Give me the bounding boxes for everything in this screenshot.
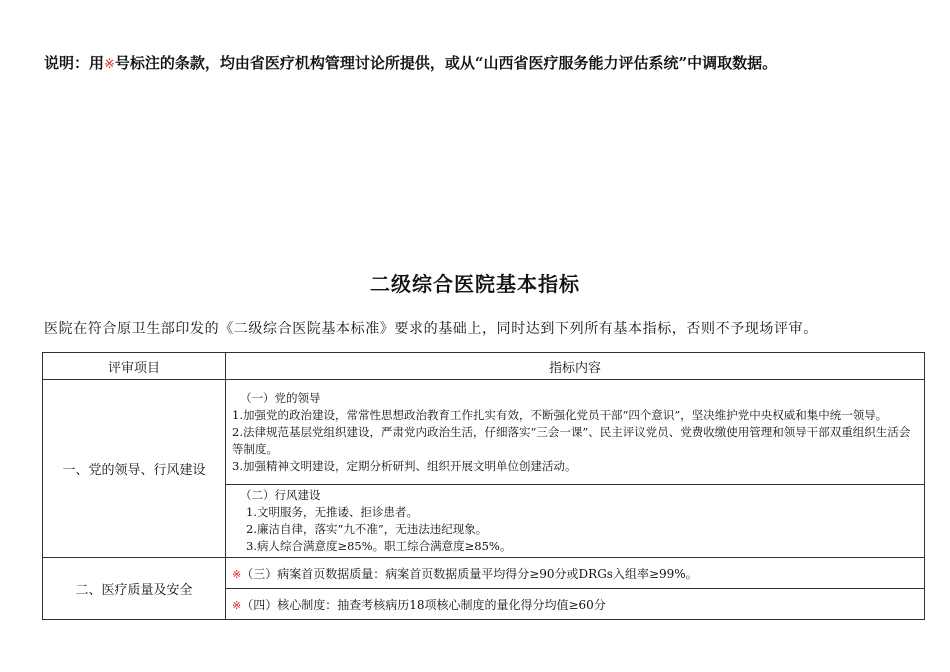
section-core-system — [226, 589, 925, 620]
asterisk-mark: ※ — [232, 567, 242, 581]
list-item: 1.文明服务，无推诿、拒诊患者。 — [246, 505, 418, 519]
asterisk-mark: ※ — [104, 57, 115, 72]
note-prefix: 说明：用 — [44, 54, 105, 72]
table-row — [43, 558, 925, 589]
section-conduct — [226, 485, 925, 558]
table-row — [43, 380, 925, 485]
list-item: 3.加强精神文明建设，定期分析研判、组织开展文明单位创建活动。 — [232, 458, 577, 473]
asterisk-mark: ※ — [232, 598, 242, 612]
section-heading: （一）党的领导 — [240, 390, 321, 405]
section-party-leadership — [226, 380, 925, 485]
indicator-table — [42, 352, 925, 620]
section-text: （三）病案首页数据质量：病案首页数据质量平均得分≥90分或DRGs入组率≥99%。 — [241, 566, 698, 581]
header-review-item: 评审项目 — [43, 353, 226, 380]
list-item: 2.法律规范基层党组织建设，严肃党内政治生活，仔细落实“三会一课”、民主评议党员、党费收缴使用管理和领导干部双重组织生活会等制度。 — [232, 424, 911, 456]
list-item: 2.廉洁自律，落实“九不准”，无违法违纪现象。 — [246, 522, 488, 536]
intro-paragraph: 医院在符合原卫生部印发的《二级综合医院基本标准》要求的基础上，同时达到下列所有基本指标，否则不予现场评审。 — [44, 321, 818, 337]
note-text: 号标注的条款，均由省医疗机构管理讨论所提供，或从“山西省医疗服务能力评估系统”中调取数据。 — [114, 54, 778, 72]
section-text: （四）核心制度：抽查考核病历18项核心制度的量化得分均值≥60分 — [241, 597, 606, 612]
section-heading: （二）行风建设 — [240, 488, 321, 502]
list-item: 3.病人综合满意度≥85%。职工综合满意度≥85%。 — [246, 539, 512, 553]
category-quality-safety: 二、医疗质量及安全 — [43, 558, 226, 620]
list-item: 1.加强党的政治建设，常常性思想政治教育工作扎实有效，不断强化党员干部“四个意识”，坚决维护党中央权威和集中统一领导。 — [232, 407, 888, 422]
section-record-quality — [226, 558, 925, 589]
category-party-leadership: 一、党的领导、行风建设 — [43, 380, 226, 558]
instruction-note — [44, 52, 924, 73]
page-title: 二级综合医院基本指标 — [370, 272, 580, 296]
header-indicator-content: 指标内容 — [226, 353, 925, 380]
table-header-row — [43, 353, 925, 380]
